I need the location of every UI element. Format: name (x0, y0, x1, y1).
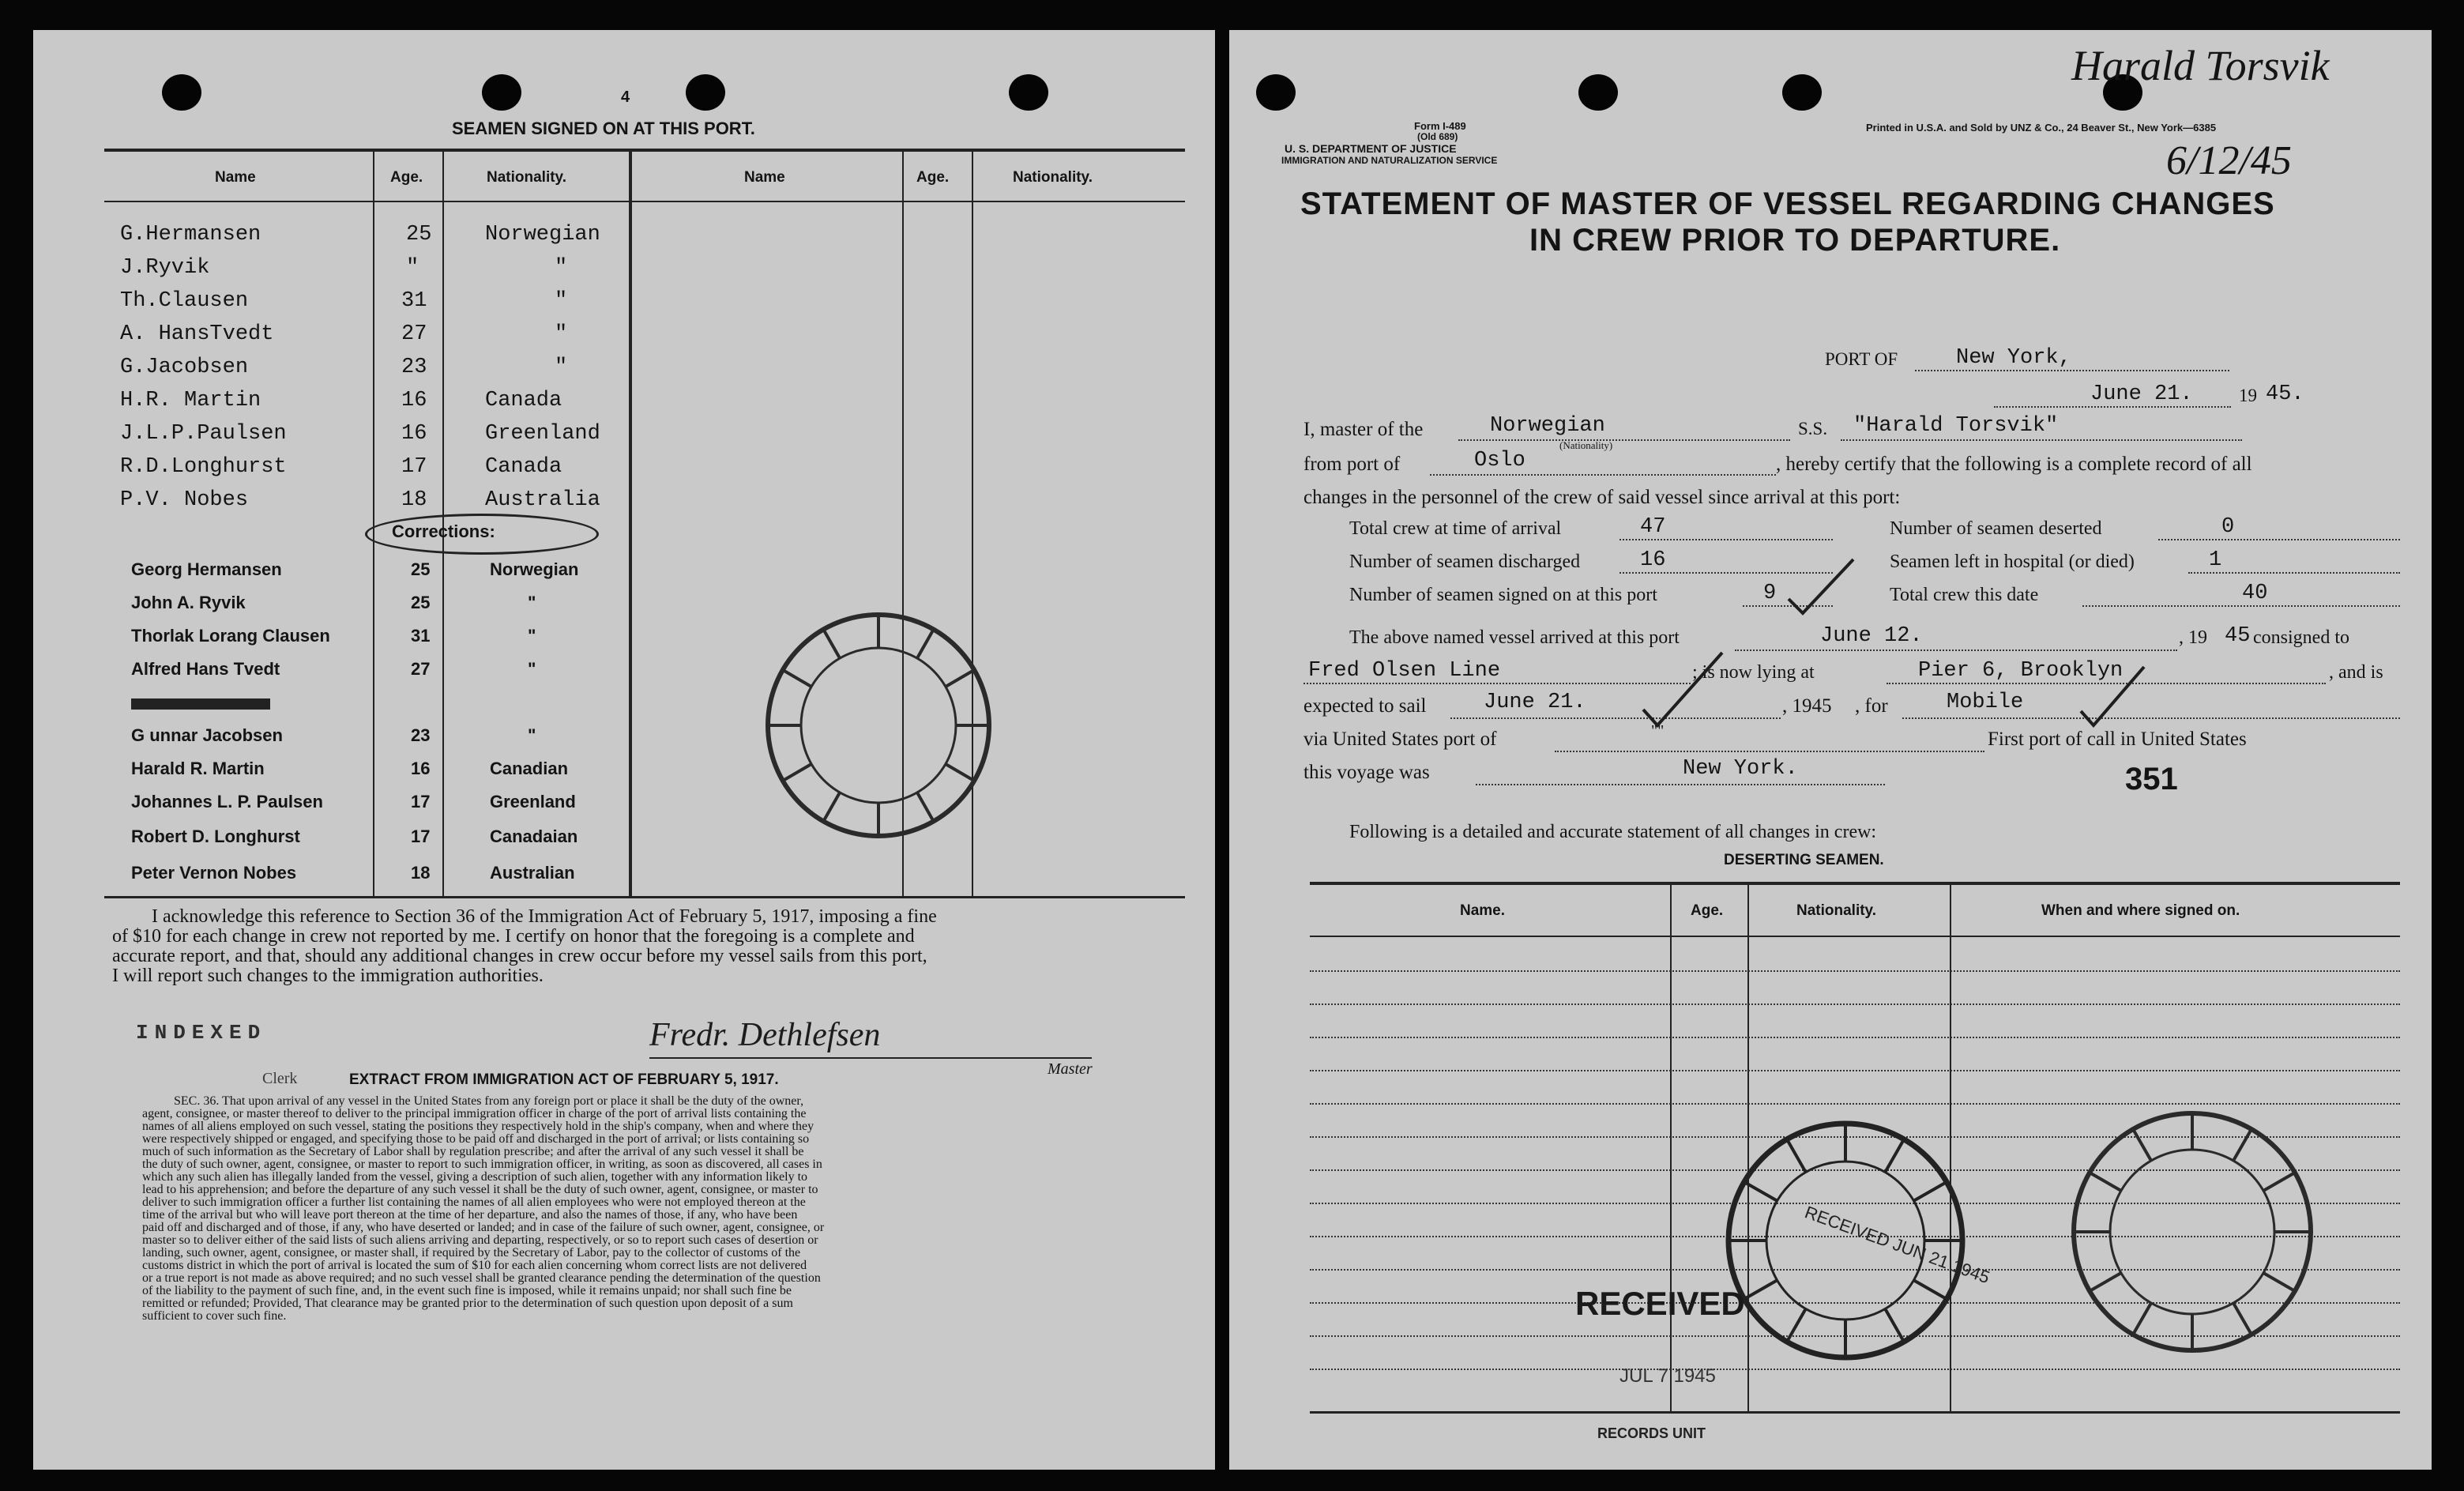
section-title: SEAMEN SIGNED ON AT THIS PORT. (452, 119, 755, 138)
handwritten-date: 6/12/45 (2166, 138, 2292, 183)
correction-age: 25 (411, 559, 431, 579)
ss-label: S.S. (1798, 419, 1828, 439)
from-port-label: from port of (1303, 454, 1401, 475)
row-name: J.Ryvik (120, 256, 210, 280)
certify-text: , hereby certify that the following is a complete record of all (1776, 454, 2252, 475)
row-name: Th.Clausen (120, 289, 249, 313)
correction-age: 16 (411, 759, 431, 778)
date-value: June 21. (2090, 382, 2193, 406)
fill-line (1450, 717, 1781, 719)
col-divider (373, 149, 374, 896)
col-header-age: Age. (390, 169, 423, 186)
for-value: Mobile (1947, 691, 2024, 714)
ack-line: accurate report, and that, should any additional changes in crew occur before my vessel sails from this port, (112, 946, 927, 966)
nationality-value: Norwegian (1490, 414, 1605, 438)
col-header-name: Name (744, 169, 785, 186)
fill-line (1994, 406, 2231, 408)
correction-nationality: " (528, 593, 536, 612)
signed-on-label: Number of seamen signed on at this port (1349, 585, 1657, 605)
correction-name: Georg Hermansen (131, 559, 282, 579)
extract-line: sufficient to cover such fine. (142, 1309, 287, 1323)
extract-title: EXTRACT FROM IMMIGRATION ACT OF FEBRUARY 5, 1917. (349, 1071, 779, 1088)
extract-line: lead to his apprehension; and before the departure of any such vessel it shall be the duty of such owner, agent, consignee, or master to (142, 1183, 818, 1196)
fill-line (2158, 539, 2400, 540)
from-port-value: Oslo (1474, 449, 1525, 473)
row-age: 31 (401, 289, 427, 313)
fill-line (1476, 784, 1885, 785)
fill-line (1841, 439, 2242, 441)
row-name: G.Jacobsen (120, 356, 249, 379)
row-nationality: " (555, 322, 568, 346)
ack-line: I will report such changes to the immigration authorities. (112, 966, 544, 986)
correction-age: 25 (411, 593, 431, 612)
vessel-name: "Harald Torsvik" (1853, 414, 2059, 438)
table-row-line (1310, 1070, 2400, 1071)
table-row-line (1310, 1003, 2400, 1005)
check-mark (2078, 662, 2149, 733)
correction-name: Harald R. Martin (131, 759, 265, 778)
extract-line: time of the arrival but who will leave port thereon at the time of her departure, and also the names of those, if any, who have been (142, 1208, 798, 1222)
struck-out-entry (131, 698, 270, 710)
page-number: 4 (621, 88, 630, 106)
handwritten-vessel-name: Harald Torsvik (2071, 42, 2330, 89)
records-unit-right: RECORDS UNIT (1597, 1425, 1706, 1441)
arrived-label: The above named vessel arrived at this port (1349, 627, 1680, 648)
row-nationality: Greenland (485, 422, 600, 446)
correction-name: Peter Vernon Nobes (131, 863, 297, 883)
form-old-number: (Old 689) (1417, 131, 1458, 142)
extract-line: deliver to such immigration officer a further list containing the names of all alien employees who were not employed thereon at the (142, 1195, 806, 1209)
extract-line: names of all aliens employed on such vessel, stating the positions they respectively hold in the ship's company, when and where they (142, 1120, 814, 1133)
corrections-label: Corrections: (392, 521, 495, 541)
table-row-line (1310, 1369, 2400, 1370)
correction-name: Johannes L. P. Paulsen (131, 792, 323, 811)
total-crew-arrival-label: Total crew at time of arrival (1349, 518, 1562, 539)
correction-name: Thorlak Lorang Clausen (131, 626, 330, 646)
row-nationality: " (555, 256, 568, 280)
correction-name: John A. Ryvik (131, 593, 246, 612)
punch-hole (686, 74, 725, 111)
extract-line: paid off and discharged and of those, if any, who have deserted or landed; and in case of the failure of such owner, agent, consignee, or (142, 1221, 825, 1234)
immigration-stamp-right-1 (1719, 1114, 1992, 1367)
immigration-stamp-left (744, 599, 1029, 852)
correction-name: G unnar Jacobsen (131, 725, 283, 745)
punch-hole (482, 74, 521, 111)
master-label: Master (1048, 1060, 1093, 1078)
hospital-label: Seamen left in hospital (or died) (1890, 552, 2135, 572)
extract-line: master so to deliver either of the said lists of such aliens arriving and departing, respectively, or so to report such cases of desertion or (142, 1233, 818, 1247)
table-top-rule (1310, 882, 2400, 885)
received-stamp-right: RECEIVED (1575, 1285, 1745, 1322)
row-age: 18 (401, 488, 427, 512)
table-top-rule (104, 149, 1185, 152)
signed-on-value: 9 (1763, 582, 1777, 605)
correction-nationality: Norwegian (490, 559, 579, 579)
correction-nationality: Greenland (490, 792, 576, 811)
header-rule (1310, 936, 2400, 937)
number-351: 351 (2125, 762, 2178, 796)
correction-age: 17 (411, 792, 431, 811)
fill-line (1458, 439, 1790, 441)
port-label: PORT OF (1825, 349, 1898, 369)
row-age: 25 (406, 223, 432, 247)
extract-text (142, 1095, 824, 1323)
col-header-signed-on: When and where signed on. (2041, 902, 2240, 919)
extract-line: of the liability to the payment of such fine, and, in the event such fine is imposed, while it remains unpaid; nor shall such fine be (142, 1284, 792, 1297)
row-age: 17 (401, 455, 427, 479)
nationality-caption: (Nationality) (1559, 439, 1613, 451)
ack-line: of $10 for each change in crew not reported by me. I certify on honor that the foregoing is a complete and (112, 926, 915, 947)
fill-line (2188, 572, 2400, 574)
total-crew-date-value: 40 (2242, 582, 2268, 605)
row-nationality: " (555, 289, 568, 313)
row-name: A. HansTvedt (120, 322, 274, 346)
punch-hole (162, 74, 201, 111)
acknowledgement-text (112, 907, 937, 986)
printer-label: Printed in U.S.A. and Sold by UNZ & Co., 24 Beaver St., New York—6385 (1866, 122, 2217, 134)
col-header-age: Age. (1691, 902, 1724, 919)
row-age: 16 (401, 422, 427, 446)
total-crew-date-label: Total crew this date (1890, 585, 2039, 605)
form-title-line2: IN CREW PRIOR TO DEPARTURE. (1529, 223, 2061, 258)
and-is-label: , and is (2329, 662, 2383, 683)
row-name: R.D.Longhurst (120, 455, 287, 479)
punch-hole (1782, 74, 1822, 111)
fill-line (1902, 717, 2400, 719)
expected-value: June 21. (1484, 691, 1586, 714)
indexed-stamp: INDEXED (136, 1021, 267, 1045)
fill-line (1555, 751, 1984, 752)
hospital-value: 1 (2209, 548, 2222, 572)
row-age: 23 (401, 356, 427, 379)
fill-line (1619, 539, 1833, 540)
for-label: , for (1855, 695, 1888, 717)
fill-line (1430, 474, 1776, 476)
row-age: 27 (401, 322, 427, 346)
consignee-value: Fred Olsen Line (1308, 659, 1501, 683)
form-number: Form I-489 (1414, 120, 1466, 132)
extract-line: agent, consignee, or master thereof to deliver to the principal immigration officer in charge of the port of arrival lists containing the (142, 1107, 807, 1120)
ack-line: I acknowledge this reference to Section 36 of the Immigration Act of February 5, 1917, imposing a fine (152, 906, 937, 927)
correction-age: 31 (411, 626, 431, 646)
extract-line: much of such information as the Secretary of Labor shall by regulation prescribe; and after the arrival of any such vessel it shall be (142, 1145, 804, 1158)
col-header-name: Name (215, 169, 256, 186)
discharged-value: 16 (1640, 548, 1666, 572)
service-label: IMMIGRATION AND NATURALIZATION SERVICE (1281, 155, 1498, 166)
table-row-line (1310, 970, 2400, 972)
correction-name: Robert D. Longhurst (131, 826, 300, 846)
row-nationality: Australia (485, 488, 600, 512)
first-port-label: First port of call in United States (1988, 729, 2247, 750)
fill-line (1303, 683, 1691, 684)
correction-nationality: Australian (490, 863, 575, 883)
row-age: " (406, 256, 419, 280)
correction-nationality: " (528, 725, 536, 745)
row-nationality: Canada (485, 389, 562, 412)
following-text: Following is a detailed and accurate statement of all changes in crew: (1349, 822, 1877, 842)
row-age: 16 (401, 389, 427, 412)
extract-line: landing, such owner, agent, consignee, or master shall, if required by the Secretary of Labor, pay to the collector of customs of the (142, 1246, 801, 1259)
row-nationality: " (555, 356, 568, 379)
immigration-stamp-right-2 (2062, 1101, 2323, 1362)
expected-year: , 1945 (1782, 695, 1832, 717)
year-prefix: 19 (2239, 386, 2257, 405)
stamp-text: RECEIVED JUN 21 1945 (1802, 1202, 1992, 1288)
lying-label: ; is now lying at (1692, 662, 1815, 683)
col-header-nationality: Nationality. (1013, 169, 1093, 186)
extract-line: customs district in which the port of arrival is located the sum of $10 for each alien concerning whom correct lists are not delivered (142, 1259, 807, 1272)
extract-line: which any such alien has illegally landed from the vessel, giving a description of such alien, together with any information likely to (142, 1170, 808, 1184)
table-bottom-rule (104, 896, 1185, 898)
deserted-label: Number of seamen deserted (1890, 518, 2102, 539)
correction-nationality: Canadian (490, 759, 569, 778)
form-title-line1: STATEMENT OF MASTER OF VESSEL REGARDING CHANGES (1300, 186, 2275, 221)
correction-name: Alfred Hans Tvedt (131, 659, 280, 679)
voyage-label: this voyage was (1303, 762, 1430, 783)
via-label: via United States port of (1303, 729, 1497, 750)
correction-nationality: " (528, 659, 536, 679)
voyage-value: New York. (1683, 757, 1798, 781)
right-page (1229, 30, 2432, 1470)
col-header-age: Age. (916, 169, 950, 186)
row-name: P.V. Nobes (120, 488, 249, 512)
clerk-label: Clerk (262, 1070, 298, 1087)
deserted-value: 0 (2221, 515, 2235, 539)
department-label: U. S. DEPARTMENT OF JUSTICE (1285, 142, 1457, 155)
changes-text: changes in the personnel of the crew of said vessel since arrival at this port: (1303, 487, 1901, 508)
left-page (33, 30, 1215, 1470)
col-header-name: Name. (1460, 902, 1506, 919)
col-divider (1670, 882, 1672, 1411)
col-header-nationality: Nationality. (487, 169, 566, 186)
fill-line (1735, 649, 2177, 651)
fill-line (1915, 370, 2229, 371)
row-nationality: Norwegian (485, 223, 600, 247)
correction-age: 17 (411, 826, 431, 846)
extract-line: or a true report is not made as above required; and no such vessel shall be granted clearance pending the determination of the question (142, 1271, 821, 1285)
arrived-year-prefix: , 19 (2179, 627, 2207, 648)
port-value: New York, (1956, 346, 2071, 370)
correction-age: 18 (411, 863, 431, 883)
discharged-label: Number of seamen discharged (1349, 552, 1581, 572)
master-signature: Fredr. Dethlefsen (649, 1017, 881, 1053)
punch-hole (1009, 74, 1048, 111)
table-row-line (1310, 1037, 2400, 1038)
signature-line (649, 1057, 1092, 1059)
extract-line: SEC. 36. That upon arrival of any vessel in the United States from any foreign port or place it shall be the duty of the owner, (174, 1094, 804, 1108)
master-of-label: I, master of the (1303, 419, 1424, 440)
correction-nationality: " (528, 626, 536, 646)
received-date-right: JUL 7 1945 (1619, 1365, 1716, 1387)
punch-hole (1256, 74, 1296, 111)
check-mark (1640, 646, 1727, 733)
extract-line: were respectively shipped or engaged, and specifying those to be paid off and discharged in the port of arrival; or lists containing so (142, 1132, 810, 1146)
table-bottom-rule (1310, 1411, 2400, 1414)
extract-line: the duty of such owner, agent, consignee, or master to report to such immigration officer, in writing, as soon as discovered, all cases in (142, 1158, 822, 1171)
consigned-label: consigned to (2253, 627, 2349, 648)
extract-line: remitted or refunded; Provided, That clearance may be granted prior to the determination of such question upon deposit of a sum (142, 1297, 793, 1310)
expected-label: expected to sail (1303, 695, 1427, 717)
year-value: 45. (2266, 382, 2304, 406)
header-rule (104, 201, 1185, 202)
arrived-year: 45 (2225, 624, 2251, 648)
punch-hole (1578, 74, 1618, 111)
arrived-value: June 12. (1820, 624, 1923, 648)
deserting-title: DESERTING SEAMEN. (1724, 852, 1884, 868)
lying-value: Pier 6, Brooklyn (1918, 659, 2124, 683)
fill-line (2082, 605, 2400, 607)
row-nationality: Canada (485, 455, 562, 479)
row-name: H.R. Martin (120, 389, 261, 412)
col-divider (629, 149, 632, 896)
correction-age: 23 (411, 725, 431, 745)
row-name: G.Hermansen (120, 223, 261, 247)
correction-age: 27 (411, 659, 431, 679)
total-crew-arrival-value: 47 (1640, 515, 1666, 539)
row-name: J.L.P.Paulsen (120, 422, 287, 446)
correction-nationality: Canadaian (490, 826, 578, 846)
via-value: "" (1651, 722, 1665, 740)
col-header-nationality: Nationality. (1796, 902, 1876, 919)
check-mark (1785, 555, 1856, 618)
